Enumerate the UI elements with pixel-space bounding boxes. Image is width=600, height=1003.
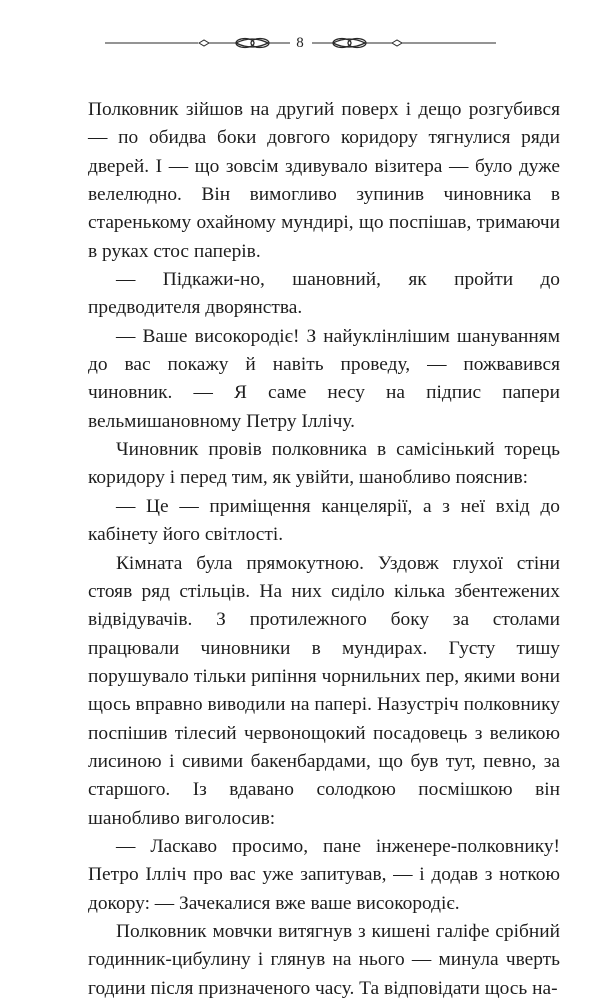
page-header	[0, 30, 600, 60]
body-text	[88, 96, 560, 1003]
paragraph: — Ваше високородіє! З найуклінлішим шануванням до вас покажу й навіть проведу, — пожвавився чиновник. — Я саме несу на підпис папери вельмишановному Петру Іллічу.	[88, 325, 560, 432]
paragraph: — Ласкаво просимо, пане інженере-полковнику! Петро Ілліч про вас уже запитував, — і додав з ноткою докору: — Зачекалися вже ваше високородіє.	[88, 835, 560, 914]
paragraph: Полковник зійшов на другий поверх і дещо розгубився — по обидва боки довгого коридору тягнулися ряди дверей. І — що зовсім здивувало візитера — було дуже велелюдно. Він вимогливо зупинив чиновника в старенькому охайному мундирі, що поспішав, тримаючи в руках стос паперів.	[88, 99, 560, 262]
paragraph: Чиновник провів полковника в самісінький торець коридору і перед тим, як увійти, шанобливо пояснив:	[88, 439, 560, 489]
paragraph: — Це — приміщення канцелярії, а з неї вхід до кабінету його світлості.	[88, 495, 560, 546]
paragraph: Полковник мовчки витягнув з кишені галіфе срібний годинник-цибулину і глянув на нього — минула чверть години після призначеного часу. Та відповідати щось на-	[88, 920, 560, 999]
page-number: 8	[296, 35, 304, 51]
paragraph: — Підкажи-но, шановний, як пройти до предводителя дворянства.	[88, 269, 560, 319]
paragraph: Кімната була прямокутною. Уздовж глухої стіни стояв ряд стільців. На них сиділо кілька збентежених відвідувачів. З протилежного боку за столами працювали чиновники в мундирах. Густу тишу порушувало тільки рипіння чорнильних пер, якими вони щось вправно виводили на папері. Назустріч полковнику поспішив тілесий червонощокий посадовець з великою лисиною і сивими бакенбардами, що був тут, певно, за старшого. Із вдавано солодкою посмішкою він шанобливо вигoлосив:	[88, 552, 560, 829]
